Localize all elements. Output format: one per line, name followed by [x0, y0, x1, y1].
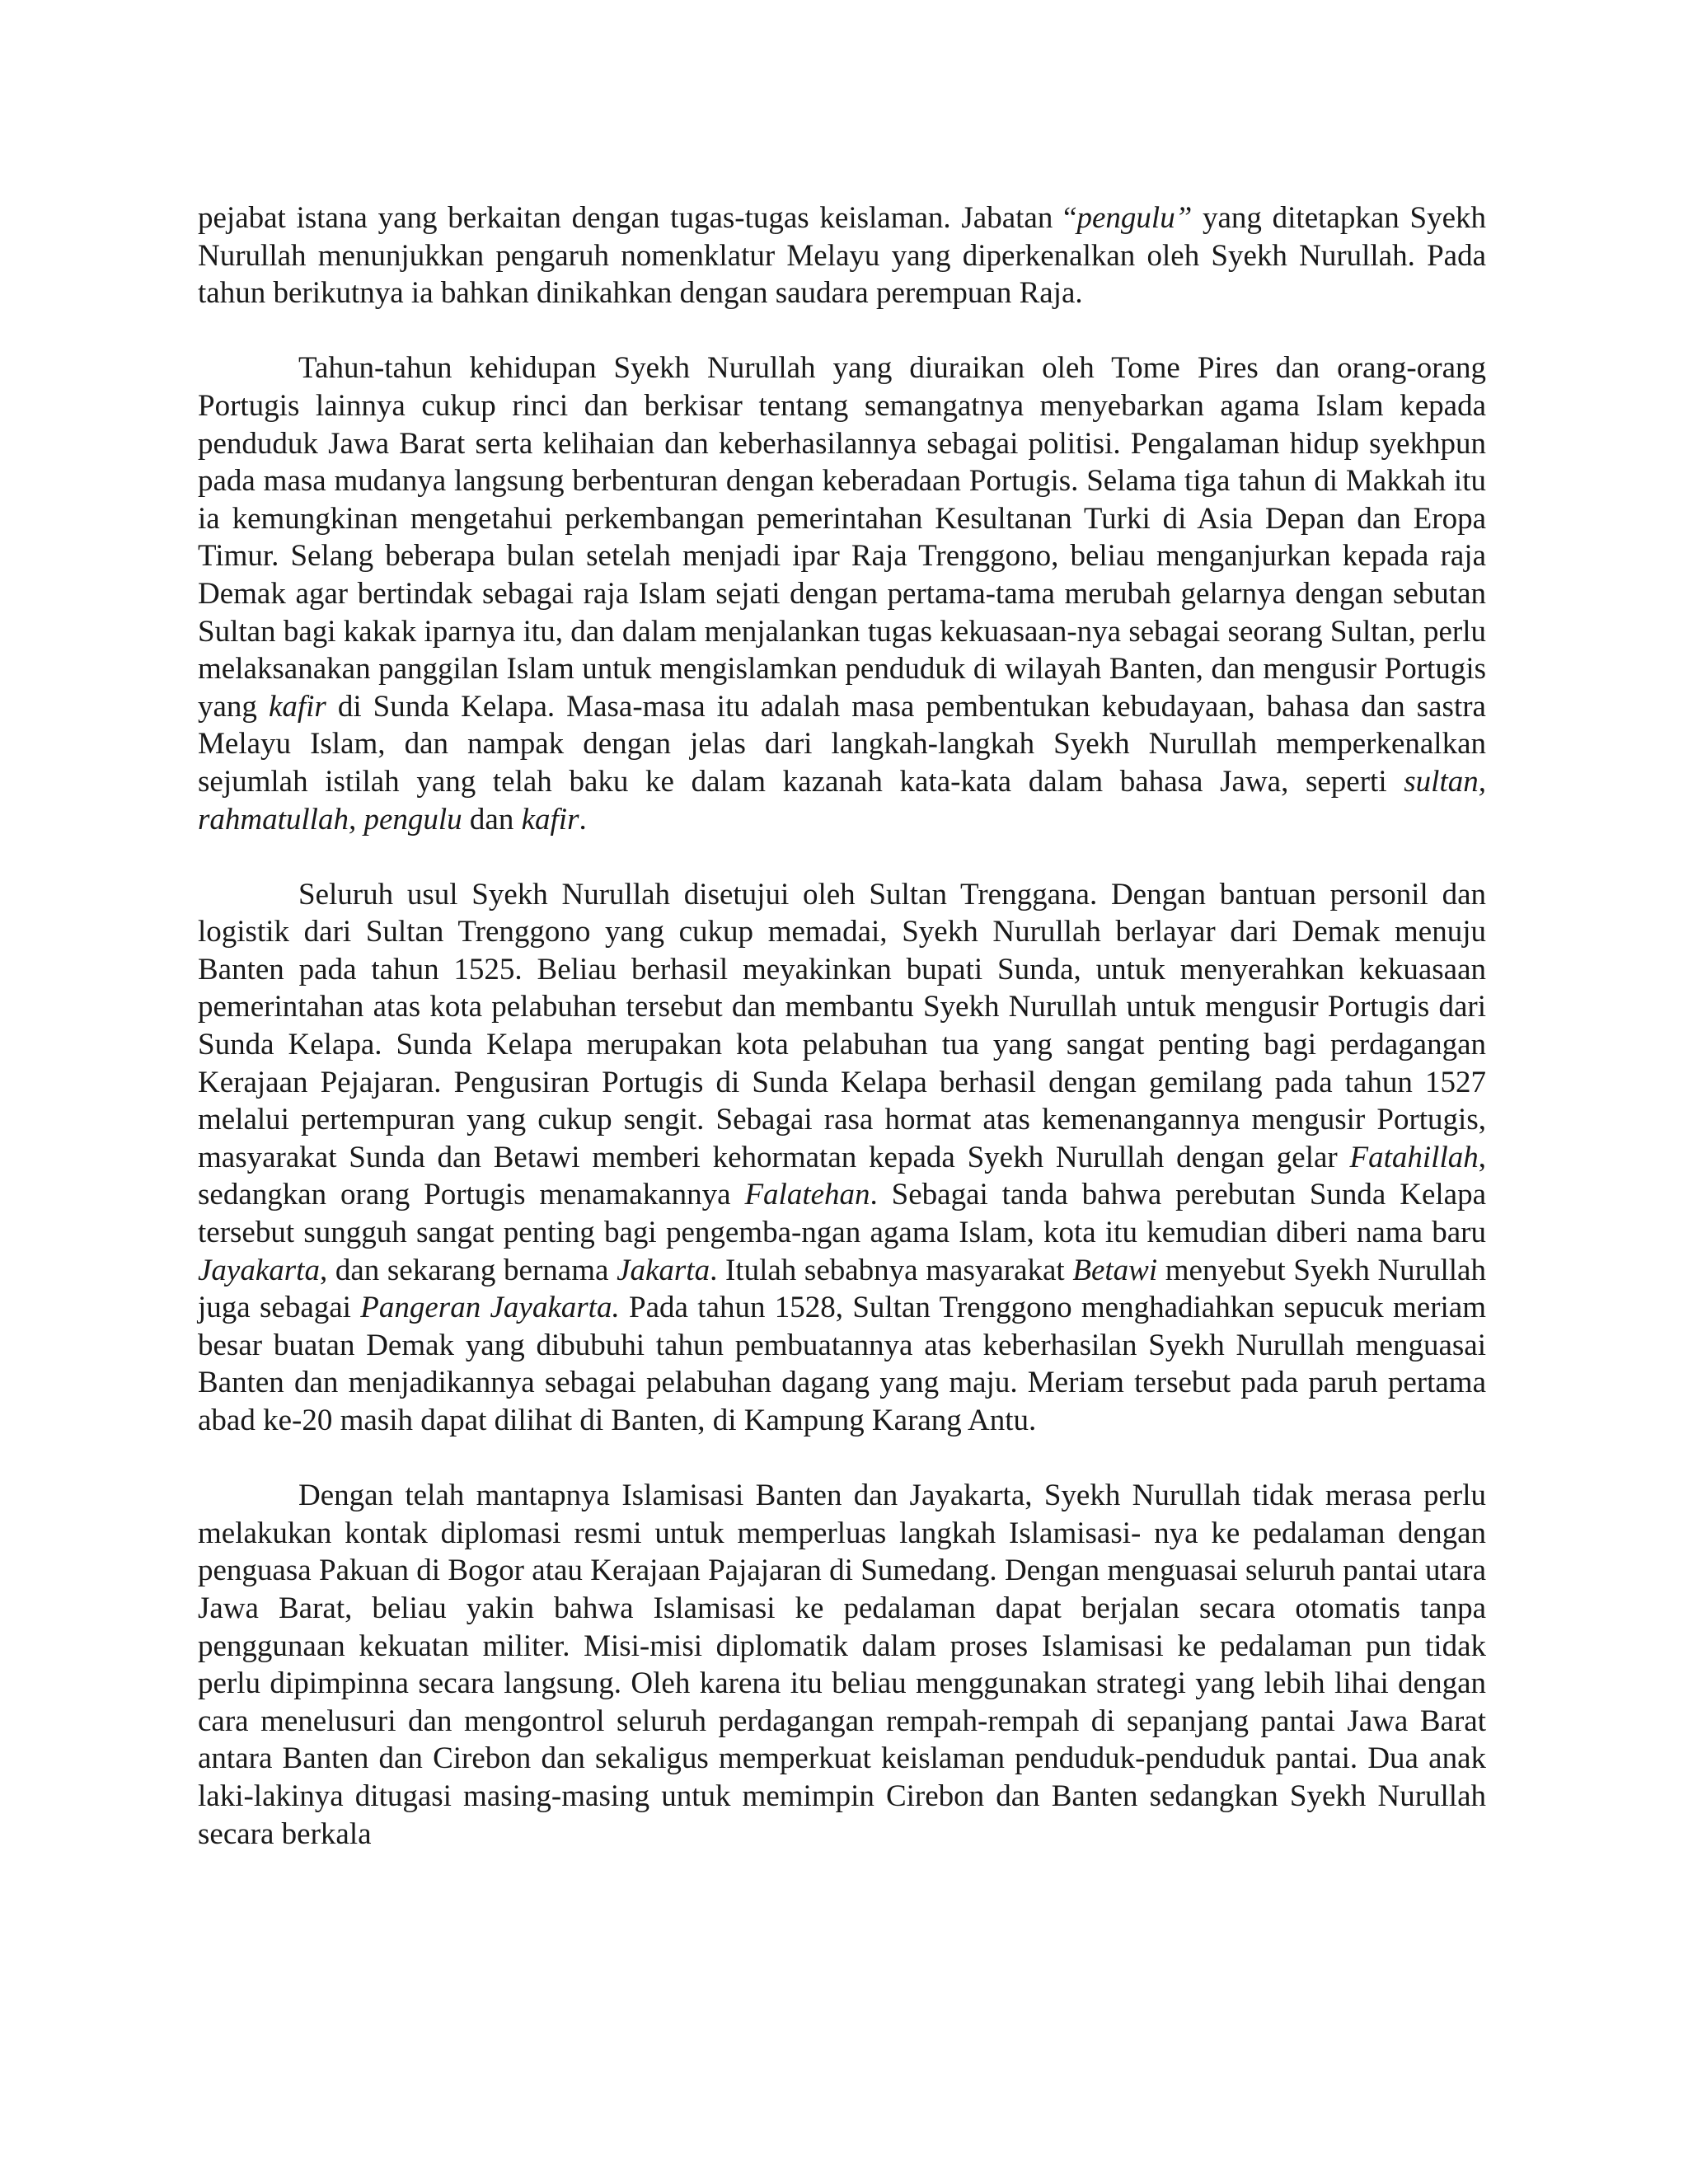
paragraph-1 — [198, 199, 1486, 312]
text-segment: Tahun-tahun kehidupan Syekh Nurullah yang diuraikan oleh Tome Pires dan orang-orang Portugis lainnya cukup rinci dan berkisar tentang semangatnya menyebarkan agama Islam kepada penduduk Jawa Barat serta kelihaian dan keberhasilannya sebagai politisi. Pengalaman hidup syekhpun pada masa mudanya langsung berbenturan dengan keberadaan Portugis. Selama tiga tahun di Makkah itu ia kemungkinan mengetahui perkembangan pemerintahan Kesultanan Turki di Asia Depan dan Eropa Timur. Selang beberapa bulan setelah menjadi ipar Raja Trenggono, beliau menganjurkan kepada raja Demak agar bertindak sebagai raja Islam sejati dengan pertama-tama merubah gelarnya dengan sebutan Sultan bagi kakak iparnya itu, dan dalam menjalankan tugas kekuasaan-nya sebagai seorang Sultan, perlu melaksanakan panggilan Islam untuk mengislamkan penduduk di wilayah Banten, dan mengusir Portugis yang — [198, 351, 1486, 724]
text-segment-italic: pengulu” — [1076, 201, 1193, 235]
text-segment-italic: kafir — [521, 802, 579, 837]
text-segment: Pada tahun 1528, Sultan Trenggono menghadiahkan sepucuk meriam besar buatan Demak yang dibubuhi tahun pembuatannya atas keberhasilan Syekh Nurullah menguasai Banten dan menjadikannya sebagai pelabuhan dagang yang maju. Meriam tersebut pada paruh pertama abad ke-20 masih dapat dilihat di Banten, di Kampung Karang Antu. — [198, 1291, 1487, 1437]
text-segment-italic: Fatahillah — [1349, 1140, 1479, 1174]
text-segment-italic: Jayakarta — [198, 1253, 320, 1287]
text-segment: . Sebagai tanda bahwa perebutan Sunda Kelapa tersebut sungguh sangat penting bagi pengemba-ngan agama Islam, kota itu kemudian diberi nama baru — [198, 1178, 1486, 1250]
text-segment: dan — [462, 802, 522, 837]
text-segment: . Itulah sebabnya masyarakat — [710, 1253, 1073, 1287]
text-segment-italic: Jakarta — [617, 1253, 710, 1287]
paragraph-4 — [198, 1477, 1486, 1853]
text-segment: di Sunda Kelapa. Masa-masa itu adalah masa pembentukan kebudayaan, bahasa dan sastra Melayu Islam, dan nampak dengan jelas dari langkah-langkah Syekh Nurullah memperkenalkan sejumlah istilah yang telah baku ke dalam kazanah kata-kata dalam bahasa Jawa, seperti — [198, 689, 1486, 799]
text-segment-italic: kafir — [268, 689, 326, 724]
text-segment: , sedangkan orang Portugis menamakannya — [198, 1140, 1486, 1212]
text-segment: Dengan telah mantapnya Islamisasi Banten dan Jayakarta, Syekh Nurullah tidak merasa perlu melakukan kontak diplomasi resmi untuk memperluas langkah Islamisasi- nya ke pedalaman dengan penguasa Pakuan di Bogor atau Kerajaan Pajajaran di Sumedang. Dengan menguasai seluruh pantai utara Jawa Barat, beliau yakin bahwa Islamisasi ke pedalaman dapat berjalan secara otomatis tanpa penggunaan kekuatan militer. Misi-misi diplomatik dalam proses Islamisasi ke pedalaman pun tidak perlu dipimpinna secara langsung. Oleh karena itu beliau menggunakan strategi yang lebih lihai dengan cara menelusuri dan mengontrol seluruh perdagangan rempah-rempah di sepanjang pantai Jawa Barat antara Banten dan Cirebon dan sekaligus memperkuat keislaman penduduk-penduduk pantai. Dua anak laki-lakinya ditugasi masing-masing untuk memimpin Cirebon dan Banten sedangkan Syekh Nurullah secara berkala — [198, 1479, 1486, 1851]
text-segment: pejabat istana yang berkaitan dengan tugas-tugas keislaman. Jabatan “ — [198, 201, 1077, 235]
text-segment: . — [579, 802, 587, 837]
text-segment-italic: Pangeran Jayakarta. — [360, 1291, 620, 1325]
text-segment: yang ditetapkan Syekh Nurullah menunjukkan pengaruh nomenklatur Melayu yang diperkenalkan oleh Syekh Nurullah. Pada tahun berikutnya ia bahkan dinikahkan dengan saudara perempuan Raja. — [198, 201, 1486, 311]
text-segment-italic: sultan, rahmatullah, pengulu — [198, 764, 1486, 837]
document-page — [198, 199, 1486, 1853]
paragraph-3 — [198, 876, 1486, 1440]
text-segment: Seluruh usul Syekh Nurullah disetujui oleh Sultan Trenggana. Dengan bantuan personil dan logistik dari Sultan Trenggono yang cukup memadai, Syekh Nurullah berlayar dari Demak menuju Banten pada tahun 1525. Beliau berhasil meyakinkan bupati Sunda, untuk menyerahkan kekuasaan pemerintahan atas kota pelabuhan tersebut dan membantu Syekh Nurullah untuk mengusir Portugis dari Sunda Kelapa. Sunda Kelapa merupakan kota pelabuhan tua yang sangat penting bagi perdagangan Kerajaan Pejajaran. Pengusiran Portugis di Sunda Kelapa berhasil dengan gemilang pada tahun 1527 melalui pertempuran yang cukup sengit. Sebagai rasa hormat atas kemenangannya mengusir Portugis, masyarakat Sunda dan Betawi memberi kehormatan kepada Syekh Nurullah dengan gelar — [198, 877, 1486, 1174]
text-segment-italic: Falatehan — [744, 1178, 870, 1212]
text-segment: menyebut Syekh Nurullah juga sebagai — [198, 1253, 1486, 1325]
text-segment: , dan sekarang bernama — [319, 1253, 617, 1287]
text-segment-italic: Betawi — [1072, 1253, 1158, 1287]
paragraph-2 — [198, 349, 1486, 838]
